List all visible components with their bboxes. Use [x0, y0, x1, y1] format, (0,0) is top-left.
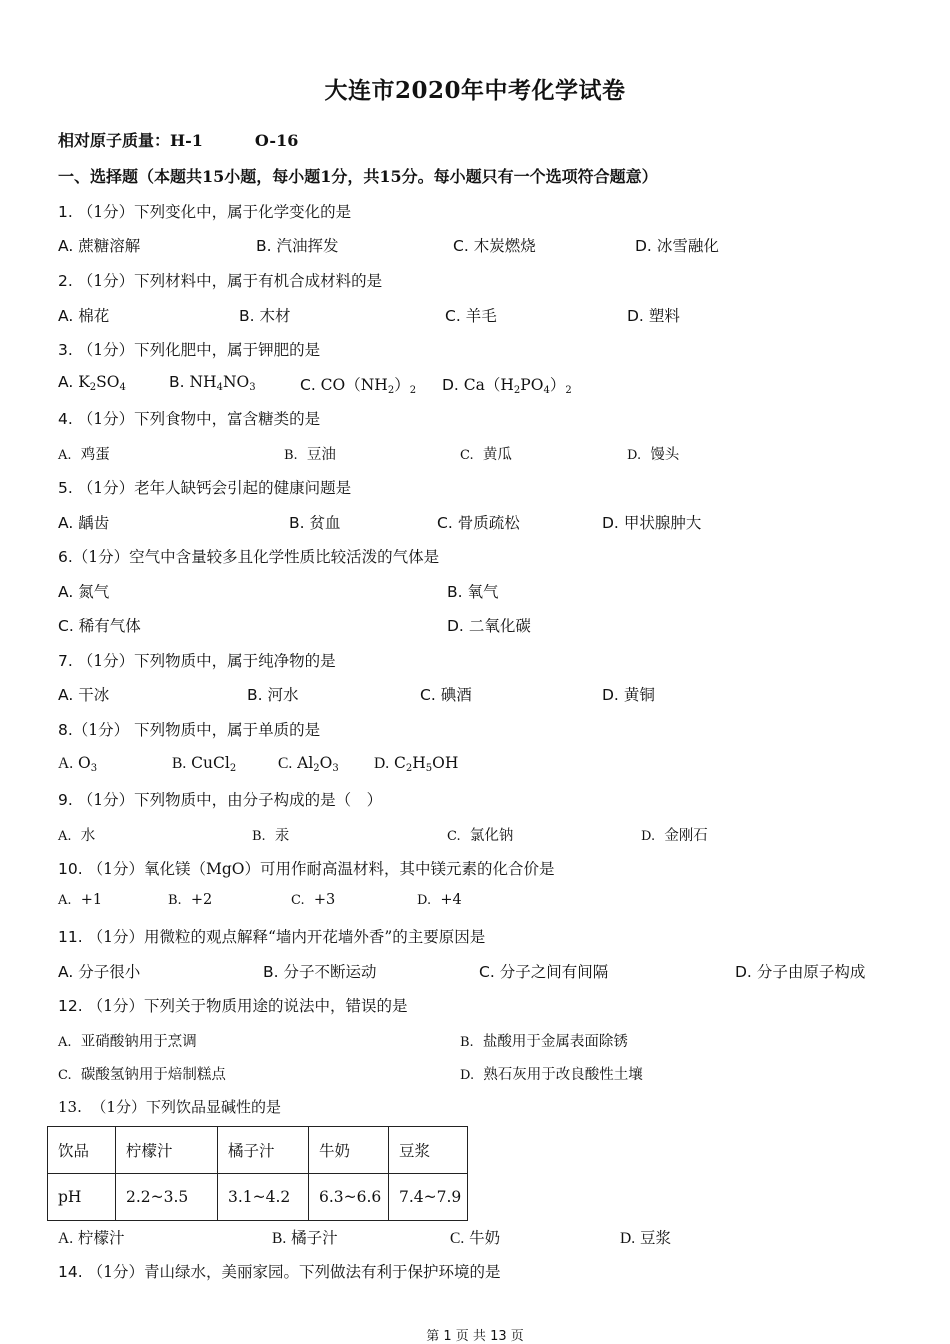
q7-option-c[interactable]: C. 碘酒: [420, 686, 472, 704]
q12-option-a[interactable]: A. 亚硝酸钠用于烹调: [58, 1034, 197, 1050]
q12-option-b[interactable]: B. 盐酸用于金属表面除锈: [460, 1034, 628, 1050]
question-8: 8.（1分） 下列物质中，属于单质的是: [58, 721, 321, 739]
question-7: 7. （1分）下列物质中，属于纯净物的是: [58, 652, 336, 670]
q10-option-a[interactable]: A. +1: [58, 892, 103, 908]
q5-option-a[interactable]: A. 龋齿: [58, 514, 110, 532]
atomic-mass-h: 相对原子质量：H-1: [58, 131, 203, 150]
q5-option-c[interactable]: C. 骨质疏松: [437, 514, 520, 532]
table-row: [48, 1174, 468, 1221]
question-number: 1.: [58, 203, 73, 221]
q13-option-c[interactable]: C. 牛奶: [450, 1229, 501, 1247]
q8-option-b[interactable]: B. CuCl$_2$: [172, 754, 237, 774]
q11-option-b[interactable]: B. 分子不断运动: [263, 963, 377, 981]
total-pages: 13: [490, 1329, 507, 1344]
page-number: 1: [443, 1329, 452, 1344]
table-cell: 豆浆: [389, 1127, 468, 1174]
q9-option-d[interactable]: D. 金刚石: [641, 828, 708, 844]
q3-option-c[interactable]: C. $CO(NH_2)_2$: [300, 376, 417, 396]
q3-option-b[interactable]: B. $NH_4NO_3$: [169, 373, 256, 393]
q10-option-b[interactable]: B. +2: [168, 892, 213, 908]
page-footer: 第 1 页 共 13 页: [426, 1329, 524, 1344]
question-2: 2. （1分）下列材料中，属于有机合成材料的是: [58, 272, 383, 290]
table-cell: pH: [48, 1174, 116, 1221]
q8-option-a[interactable]: A. $O_3$: [58, 754, 98, 774]
q2-option-c[interactable]: C. 羊毛: [445, 307, 497, 325]
table-cell: 橘子汁: [218, 1127, 309, 1174]
q11-option-c[interactable]: C. 分子之间有间隔: [479, 963, 609, 981]
question-12: 12. （1分）下列关于物质用途的说法中，错误的是: [58, 997, 408, 1015]
q9-option-b[interactable]: B. 汞: [252, 828, 290, 844]
question-6: 6.（1分）空气中含量较多且化学性质比较活泼的气体是: [58, 548, 440, 566]
section-heading: 一、选择题（本题共15小题，每小题1分，共15分。每小题只有一个选项符合题意）: [58, 167, 658, 186]
q8-option-d[interactable]: D. $C_2H_5OH$: [374, 754, 459, 774]
q3-option-d[interactable]: D. $Ca(H_2PO_4)_2$: [442, 376, 572, 396]
q4-option-d[interactable]: D. 馒头: [627, 447, 680, 463]
q9-option-a[interactable]: A. 水: [58, 828, 96, 844]
q4-option-b[interactable]: B. 豆油: [284, 447, 336, 463]
q13-option-d[interactable]: D. 豆浆: [620, 1229, 672, 1247]
q10-option-d[interactable]: D. +4: [417, 892, 462, 908]
q1-option-b[interactable]: B. 汽油挥发: [256, 237, 339, 255]
table-cell: 3.1~4.2: [218, 1174, 309, 1221]
q5-option-b[interactable]: B. 贫血: [289, 514, 341, 532]
q11-option-d[interactable]: D. 分子由原子构成: [735, 963, 866, 981]
q3-option-a[interactable]: A. $K_2SO_4$: [58, 373, 126, 393]
q6-option-b[interactable]: B. 氧气: [447, 583, 499, 601]
table-cell: 6.3~6.6: [309, 1174, 389, 1221]
q6-option-a[interactable]: A. 氮气: [58, 583, 110, 601]
question-4: 4. （1分）下列食物中，富含糖类的是: [58, 410, 321, 428]
question-11: 11. （1分）用微粒的观点解释“墙内开花墙外香”的主要原因是: [58, 928, 486, 946]
q1-option-a[interactable]: A. 蔗糖溶解: [58, 237, 141, 255]
q10-option-c[interactable]: C. +3: [291, 892, 336, 908]
page-title: 大连市2020年中考化学试卷: [324, 77, 626, 104]
question-14: 14. （1分）青山绿水，美丽家园。下列做法有利于保护环境的是: [58, 1263, 501, 1281]
q6-option-c[interactable]: C. 稀有气体: [58, 617, 141, 635]
q6-option-d[interactable]: D. 二氧化碳: [447, 617, 531, 635]
q7-option-b[interactable]: B. 河水: [247, 686, 299, 704]
q12-option-c[interactable]: C. 碳酸氢钠用于焙制糕点: [58, 1067, 226, 1083]
q4-option-c[interactable]: C. 黄瓜: [460, 447, 512, 463]
q13-option-b[interactable]: B. 橘子汁: [272, 1229, 338, 1247]
question-1: [58, 200, 351, 222]
q9-option-c[interactable]: C. 氯化钠: [447, 828, 514, 844]
question-5: 5. （1分）老年人缺钙会引起的健康问题是: [58, 479, 352, 497]
table-cell: 牛奶: [309, 1127, 389, 1174]
q1-option-c[interactable]: C. 木炭燃烧: [453, 237, 536, 255]
q1-option-d[interactable]: D. 冰雪融化: [635, 237, 719, 255]
q2-option-a[interactable]: A. 棉花: [58, 307, 110, 325]
q7-option-d[interactable]: D. 黄铜: [602, 686, 655, 704]
table-cell: 7.4~7.9: [389, 1174, 468, 1221]
table-cell: 2.2~3.5: [116, 1174, 218, 1221]
q2-option-b[interactable]: B. 木材: [239, 307, 291, 325]
table-row: [48, 1127, 468, 1174]
q7-option-a[interactable]: A. 干冰: [58, 686, 110, 704]
q8-option-c[interactable]: C. $Al_2O_3$: [278, 754, 339, 774]
question-13: 13. （1分）下列饮品显碱性的是: [58, 1098, 281, 1116]
atomic-mass-line: [58, 128, 298, 151]
atomic-mass-o: O-16: [254, 131, 299, 150]
q2-option-d[interactable]: D. 塑料: [627, 307, 680, 325]
question-10: 10. （1分）氧化镁（MgO）可用作耐高温材料，其中镁元素的化合价是: [58, 860, 555, 878]
table-cell: 饮品: [48, 1127, 116, 1174]
q13-option-a[interactable]: A. 柠檬汁: [58, 1229, 125, 1247]
question-9: 9. （1分）下列物质中，由分子构成的是（ ）: [58, 791, 383, 809]
table-cell: 柠檬汁: [116, 1127, 218, 1174]
ph-table: [47, 1126, 468, 1221]
q4-option-a[interactable]: A. 鸡蛋: [58, 447, 110, 463]
q5-option-d[interactable]: D. 甲状腺肿大: [602, 514, 702, 532]
question-3: 3. （1分）下列化肥中，属于钾肥的是: [58, 341, 321, 359]
q12-option-d[interactable]: D. 熟石灰用于改良酸性土壤: [460, 1067, 643, 1083]
q11-option-a[interactable]: A. 分子很小: [58, 963, 141, 981]
question-text: （1分）下列变化中，属于化学变化的是: [77, 203, 352, 221]
